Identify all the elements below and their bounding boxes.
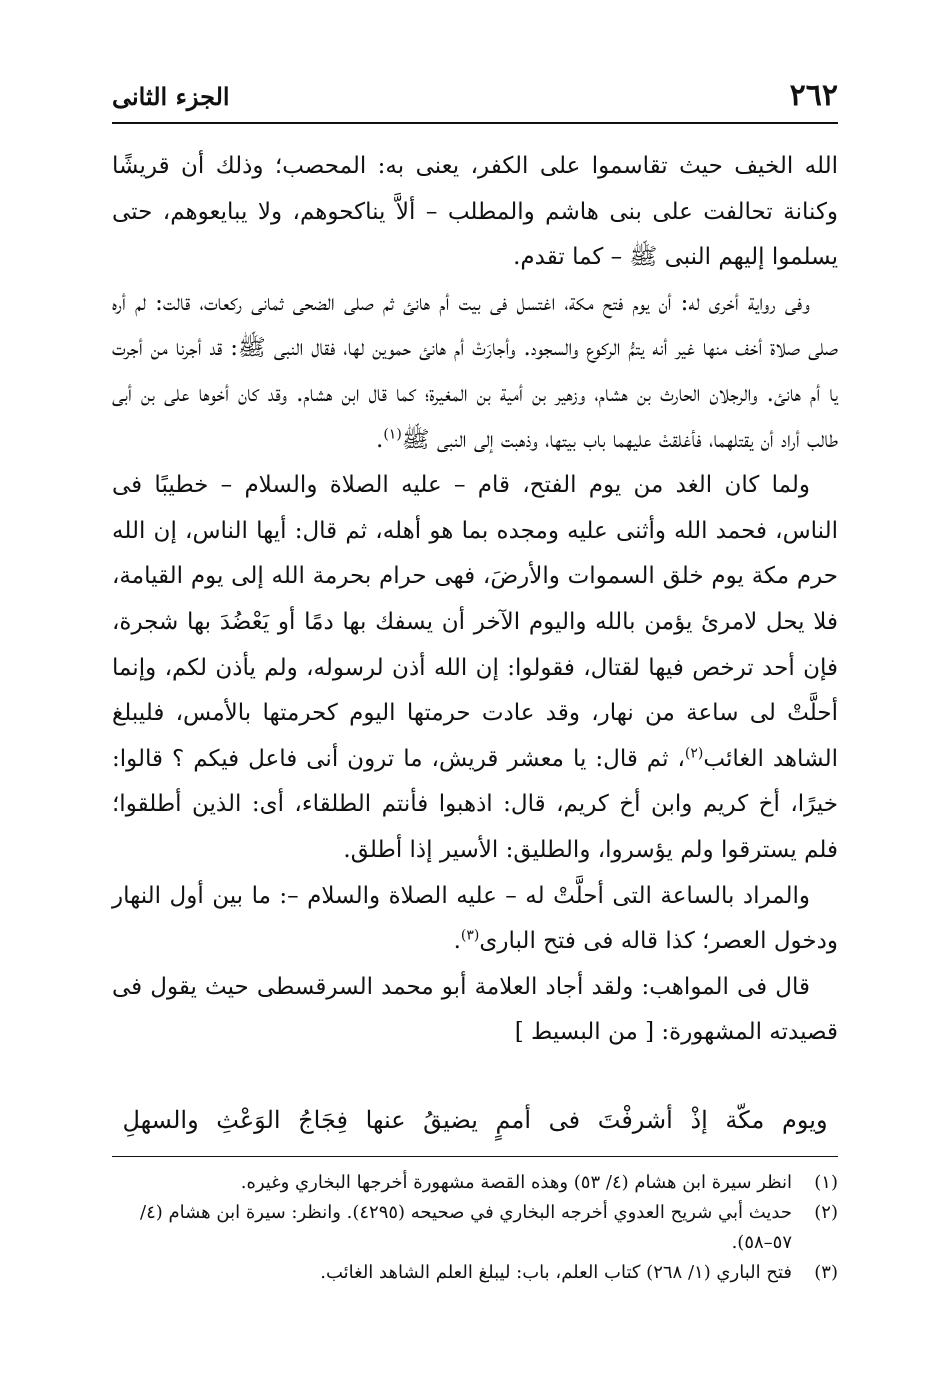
footnote-text: حديث أبي شريح العدوي أخرجه البخاري في صحيحه (٤٢٩٥). وانظر: سيرة ابن هشام (٤/ ٥٧–٥٨). <box>140 1202 792 1253</box>
footnote-number: (٢) <box>814 1202 838 1223</box>
footnote-ref: (٢) <box>684 745 704 762</box>
footnote-ref: (٣) <box>460 927 480 944</box>
paragraph: قال فى المواهب: ولقد أجاد العلامة أبو محمد السرقسطى حيث يقول فى قصيدته المشهورة: [ من البسيط ] <box>112 973 838 1046</box>
main-text <box>112 144 838 1056</box>
footnote <box>112 1168 838 1198</box>
footnote-number: (١) <box>814 1172 838 1193</box>
footnotes <box>112 1168 838 1288</box>
paragraph: ولما كان الغد من يوم الفتح، قام – عليه الصلاة والسلام – خطيبًا فى الناس، فحمد الله وأثنى عليه ومجده بما هو أهله، ثم قال: أيها الناس، إن الله حرم مكة يوم خلق السموات والأرضَ، فهى حرام بحرمة الله إلى يوم القيامة، فلا يحل لامرئ يؤمن بالله واليوم الآخر أن يسفك بها دمًا أو يَعْضُدَ بها شجرة، فإن أحد ترخص فيها لقتال، فقولوا: إن الله أذن لرسوله، ولم يأذن لكم، وإنما أحلَّتْ لى ساعة من نهار، وقد عادت حرمتها اليوم كحرمتها بالأمس، فليبلغ الشاهد الغائب$^{(٢)}$، ثم قال: يا معشر قريش، ما ترون أنى فاعل فيكم ؟ قالوا: خيرًا، أخ كريم وابن أخ كريم، قال: اذهبوا فأنتم الطلقاء، أى: الذين أطلقوا؛ فلم يسترقوا ولم يؤسروا، والطليق: الأسير إذا أطلق. <box>112 472 839 863</box>
page-header <box>112 70 838 124</box>
footnote-number: (٣) <box>814 1262 838 1283</box>
paragraph: وفى رواية أخرى له: أن يوم فتح مكة، اغتسل فى بيت أم هانئ ثم صلى الضحى ثمانى ركعات، قالت: لم أره صلى صلاة أخف منها غير أنه يتمُّ الركوع والسجود. وأجارَتْ أم هانئ حموين لها، فقال النبى ﷺ: قد أجرنا من أجرت يا أم هانئ. والرجلان الحارث بن هشام، وزهير بن أمية بن المغيرة؛ كما قال ابن هشام. وقد كان أخوها على بن أبى طالب أراد أن يقتلهما، فأغلقتْ عليهما باب بيتها، وذهبت إلى النبى ﷺ$^{(١)}$. <box>112 289 838 453</box>
footnote-separator <box>112 1156 838 1157</box>
footnote-ref: (١) <box>383 425 402 442</box>
footnote <box>112 1198 838 1258</box>
footnote-text: فتح الباري (١/ ٢٦٨) كتاب العلم، باب: ليبلغ العلم الشاهد الغائب. <box>320 1262 792 1283</box>
footnote-text: انظر سيرة ابن هشام (٤/ ٥٣) وهذه القصة مشهورة أخرجها البخاري وغيره. <box>240 1172 792 1193</box>
footnote <box>112 1258 838 1288</box>
page-number: ٢٦٢ <box>789 78 838 113</box>
poetry-verse: ويوم مكّة إذْ أشرفْتَ فى أممٍ يضيقُ عنها فِجَاجُ الوَعْثِ والسهلِ <box>122 1106 828 1134</box>
running-title: الجزء الثانى <box>112 82 230 111</box>
paragraph: والمراد بالساعة التى أحلَّتْ له – عليه الصلاة والسلام –: ما بين أول النهار ودخول العصر؛ كذا قاله فى فتح البارى$^{(٣)}$. <box>112 882 838 955</box>
paragraph-continuation: الله الخيف حيث تقاسموا على الكفر، يعنى به: المحصب؛ وذلك أن قريشًا وكنانة تحالفت على بنى هاشم والمطلب – ألاَّ يناكحوهم، ولا يبايعوهم، حتى يسلموا إليهم النبى ﷺ – كما تقدم. <box>112 153 838 271</box>
